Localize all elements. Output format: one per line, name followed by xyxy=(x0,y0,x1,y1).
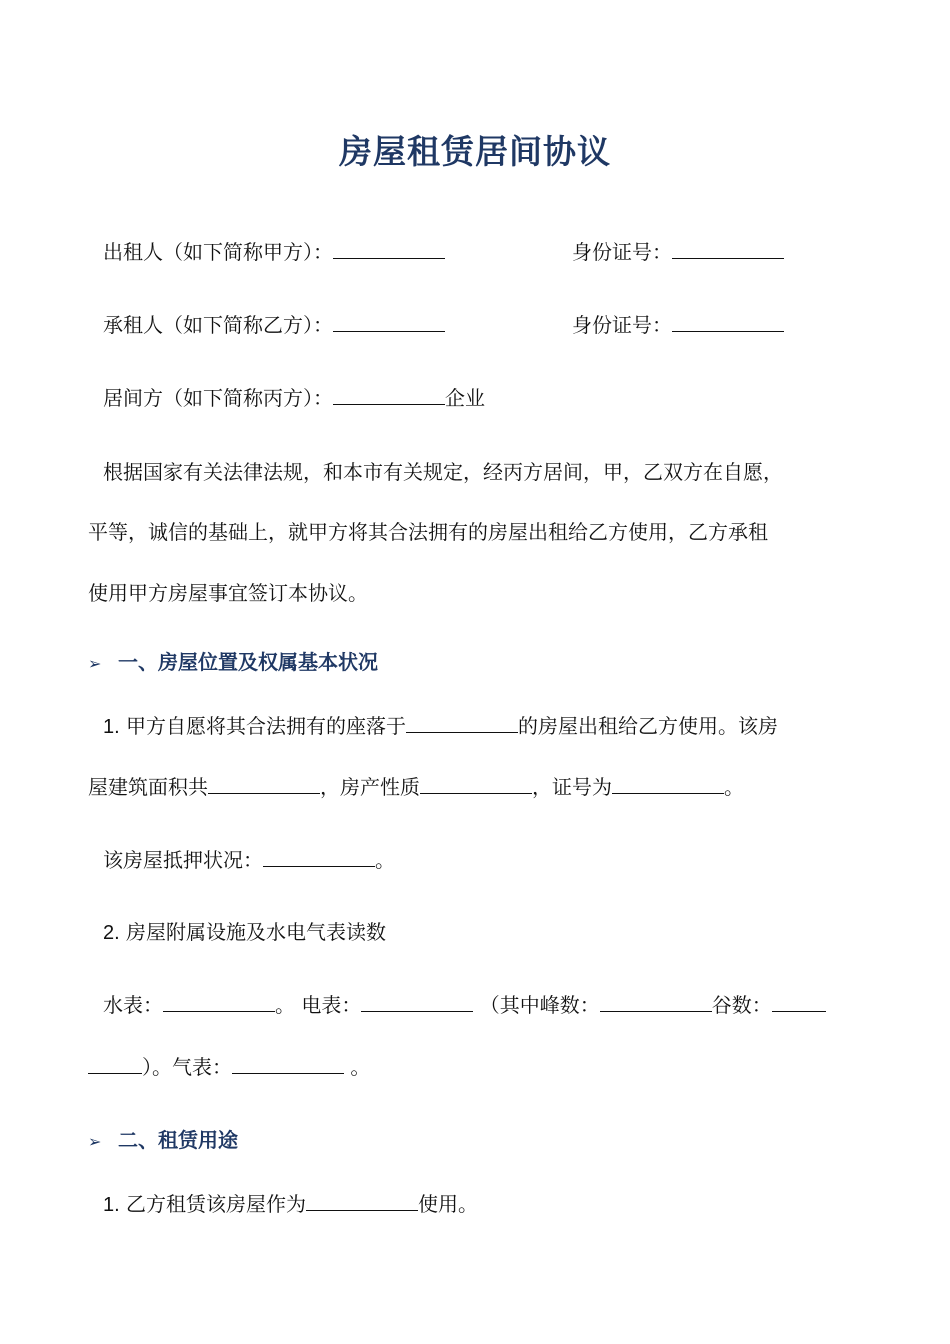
electric-meter-label: 电表： xyxy=(301,993,362,1017)
arrow-bullet-icon: ➢ xyxy=(88,1132,102,1151)
property-nature-label: ，房产性质 xyxy=(320,775,420,799)
arrow-bullet-icon: ➢ xyxy=(88,654,102,673)
meter-line-1 xyxy=(103,991,826,1019)
area-blank[interactable] xyxy=(208,773,320,794)
agent-line xyxy=(103,384,485,412)
s1-item2-line xyxy=(103,918,386,947)
certificate-blank[interactable] xyxy=(612,773,724,794)
lessee-label: 承租人（如下简称乙方）： xyxy=(103,313,333,337)
s2-item1-line xyxy=(103,1190,478,1219)
lessee-id-line xyxy=(572,311,784,339)
lessor-label: 出租人（如下简称甲方）： xyxy=(103,240,333,264)
lessor-name-blank[interactable] xyxy=(333,238,445,259)
intro-line-1: 根据国家有关法律法规，和本市有关规定，经丙方居间，甲，乙双方在自愿， xyxy=(103,460,783,484)
usage-blank[interactable] xyxy=(306,1190,418,1211)
s2-item1-text-b: 使用。 xyxy=(418,1192,479,1216)
section-1-heading xyxy=(88,648,378,678)
section-2-title: 二、租赁用途 xyxy=(118,1128,238,1152)
agent-label: 居间方（如下简称丙方）： xyxy=(103,386,333,410)
lessor-id-line xyxy=(572,238,784,266)
lessor-id-blank[interactable] xyxy=(672,238,784,259)
gas-meter-end: 。 xyxy=(350,1055,371,1079)
s1-item1-number: 1. xyxy=(103,716,120,738)
s1-item2-text: 房屋附属设施及水电气表读数 xyxy=(126,920,387,944)
certificate-label: ，证号为 xyxy=(532,775,612,799)
peak-label: （其中峰数： xyxy=(479,993,600,1017)
gas-meter-blank[interactable] xyxy=(232,1053,344,1074)
s1-item1-end: 。 xyxy=(724,775,744,799)
meter-line-2 xyxy=(88,1053,370,1081)
location-blank[interactable] xyxy=(406,712,518,733)
mortgage-blank[interactable] xyxy=(263,846,375,867)
gas-meter-label: ）。气表： xyxy=(142,1055,232,1079)
s2-item1-number: 1. xyxy=(103,1194,120,1216)
mortgage-end: 。 xyxy=(375,848,395,872)
mortgage-label: 该房屋抵押状况： xyxy=(103,848,263,872)
s2-item1-text-a: 乙方租赁该房屋作为 xyxy=(126,1192,307,1216)
intro-line-3: 使用甲方房屋事宜签订本协议。 xyxy=(88,581,368,605)
lessor-id-label: 身份证号： xyxy=(572,240,672,264)
lessee-line xyxy=(103,311,445,339)
lessee-name-blank[interactable] xyxy=(333,311,445,332)
electric-meter-blank[interactable] xyxy=(361,991,473,1012)
water-meter-end: 。 xyxy=(275,993,295,1017)
document-title: 房屋租赁居间协议 xyxy=(339,132,611,171)
area-label: 屋建筑面积共 xyxy=(88,775,208,799)
section-2-heading xyxy=(88,1126,238,1156)
intro-line-2: 平等，诚信的基础上，就甲方将其合法拥有的房屋出租给乙方使用，乙方承租 xyxy=(88,520,768,544)
s1-item2-number: 2. xyxy=(103,922,120,944)
valley-label: 谷数： xyxy=(711,993,772,1017)
s1-item1-text-a: 甲方自愿将其合法拥有的座落于 xyxy=(126,714,407,738)
lessor-line xyxy=(103,238,445,266)
s1-item1-line-1 xyxy=(103,712,778,741)
lessee-id-blank[interactable] xyxy=(672,311,784,332)
water-meter-label: 水表： xyxy=(103,993,163,1017)
agent-suffix: 企业 xyxy=(445,386,485,410)
section-1-title: 一、房屋位置及权属基本状况 xyxy=(118,650,378,674)
s1-item1-line-2 xyxy=(88,773,744,801)
s1-item1-text-b: 的房屋出租给乙方使用。该房 xyxy=(518,714,779,738)
property-nature-blank[interactable] xyxy=(420,773,532,794)
lessee-id-label: 身份证号： xyxy=(572,313,672,337)
water-meter-blank[interactable] xyxy=(163,991,275,1012)
mortgage-line xyxy=(103,846,395,874)
valley-blank-continued[interactable] xyxy=(88,1053,142,1074)
peak-blank[interactable] xyxy=(600,991,712,1012)
valley-blank[interactable] xyxy=(772,991,826,1012)
agent-name-blank[interactable] xyxy=(333,384,445,405)
